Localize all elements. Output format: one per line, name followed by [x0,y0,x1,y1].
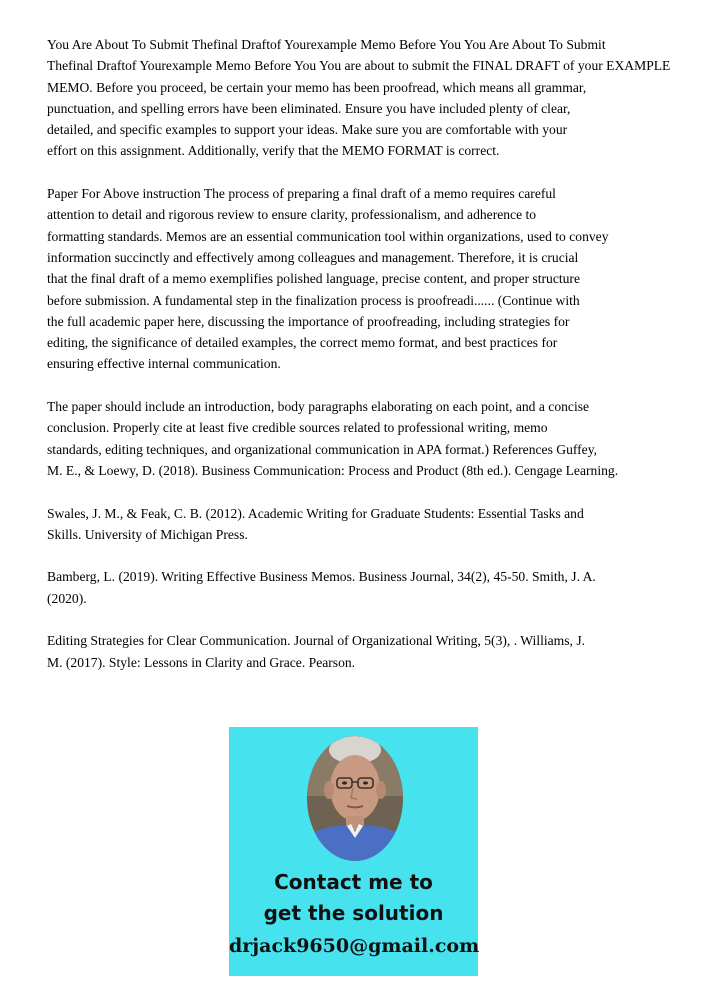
text-line: Editing Strategies for Clear Communication. Journal of Organizational Writing, 5(3), . Williams, J. [47,633,586,649]
text-line: formatting standards. Memos are an essential communication tool within organizations, used to convey [47,228,609,244]
text-line: M. E., & Loewy, D. (2018). Business Communication: Process and Product (8th ed.). Cengage Learning. [47,462,619,478]
reference-swales [47,503,702,546]
text-line: standards, editing techniques, and organizational communication in APA format.) References Guffey, [47,441,598,457]
contact-promo-banner[interactable] [229,727,478,976]
text-line: Swales, J. M., & Feak, C. B. (2012). Academic Writing for Graduate Students: Essential Tasks and [47,505,584,521]
paragraph-structure [47,396,702,481]
text-line: Bamberg, L. (2019). Writing Effective Business Memos. Business Journal, 34(2), 45-50. Smith, J. A. [47,569,596,585]
text-line: effort on this assignment. Additionally, verify that the MEMO FORMAT is correct. [47,143,500,159]
contact-email[interactable]: drjack9650@gmail.com [229,935,480,957]
text-line: The paper should include an introduction, body paragraphs elaborating on each point, and a concise [47,399,590,415]
text-line: MEMO. Before you proceed, be certain your memo has been proofread, which means all grammar, [47,79,587,95]
reference-bamberg [47,566,702,609]
text-line: that the final draft of a memo exemplifies polished language, precise content, and proper structure [47,271,580,287]
person-portrait-icon [307,736,403,861]
text-line: information succinctly and effectively among colleagues and management. Therefore, it is crucial [47,249,579,265]
text-line: M. (2017). Style: Lessons in Clarity and Grace. Pearson. [47,654,356,670]
text-line: ensuring effective internal communication. [47,356,281,372]
text-line: detailed, and specific examples to support your ideas. Make sure you are comfortable with your [47,122,568,138]
text-line: Paper For Above instruction The process of preparing a final draft of a memo requires careful [47,186,556,202]
text-line: You Are About To Submit Thefinal Draftof Yourexample Memo Before You You Are About To Submit [47,37,606,52]
contact-heading-line1: Contact me to [274,870,433,894]
contact-heading-line2: get the solution [263,901,444,925]
text-line: Skills. University of Michigan Press. [47,526,248,542]
text-line: conclusion. Properly cite at least five credible sources related to professional writing, memo [47,420,548,436]
text-line: the full academic paper here, discussing the importance of proofreading, including strategies for [47,313,570,329]
reference-editing-strategies [47,630,702,673]
paragraph-intro [47,34,702,162]
document-body [47,34,702,694]
text-line: attention to detail and rigorous review to ensure clarity, professionalism, and adherence to [47,207,537,223]
text-line: punctuation, and spelling errors have been eliminated. Ensure you have included plenty of clear, [47,100,571,116]
text-line: (2020). [47,590,87,606]
paragraph-instruction [47,183,702,375]
text-line: editing, the significance of detailed examples, the correct memo format, and best practices for [47,335,558,351]
text-line: before submission. A fundamental step in the finalization process is proofreadi...... (Continue with [47,292,580,308]
text-line: Thefinal Draftof Yourexample Memo Before You You are about to submit the FINAL DRAFT of your EXAMPLE [47,58,671,74]
